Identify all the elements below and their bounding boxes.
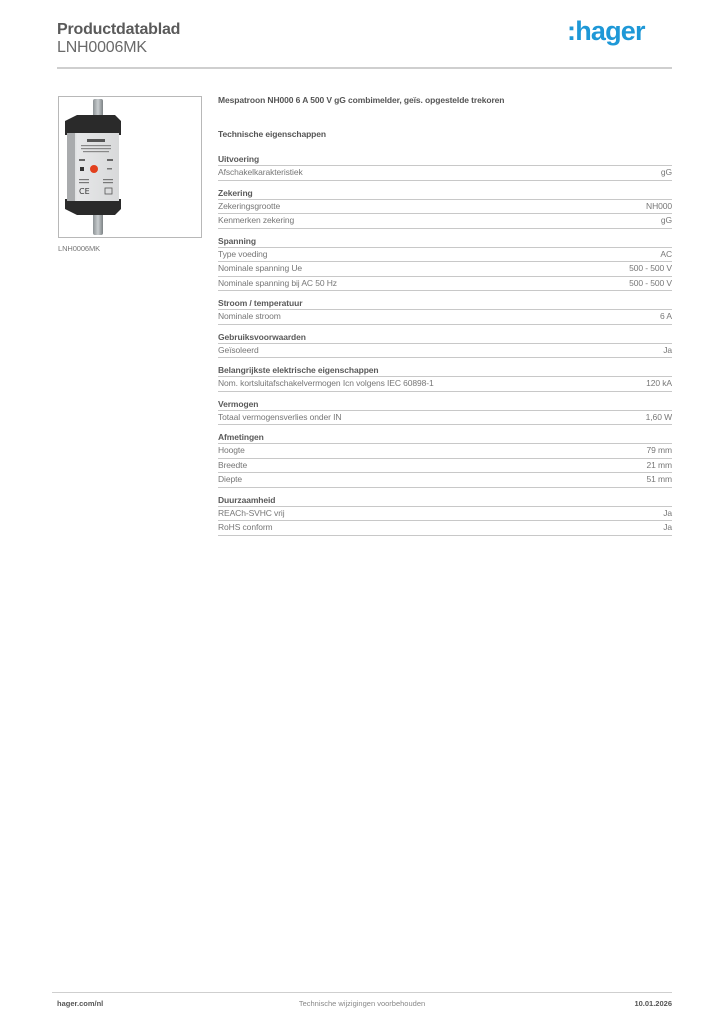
hager-logo: :hager [567, 16, 645, 46]
footer-website: hager.com/nl [57, 999, 104, 1008]
spec-value: 1,60 W [645, 411, 672, 422]
section-uitvoering [218, 153, 672, 181]
section-title: Duurzaamheid [218, 494, 672, 507]
section-elektrische-eigenschappen [218, 364, 672, 392]
page-title: Productdatablad [57, 21, 181, 38]
spec-row [218, 377, 672, 392]
section-duurzaamheid [218, 494, 672, 536]
spec-row [218, 262, 672, 277]
section-vermogen [218, 398, 672, 426]
product-image [58, 96, 202, 238]
section-title: Vermogen [218, 398, 672, 411]
header-divider [57, 67, 672, 69]
spec-row [218, 200, 672, 215]
spec-row [218, 277, 672, 292]
spec-label: RoHS conform [218, 522, 273, 532]
spec-label: Kenmerken zekering [218, 215, 295, 225]
footer-date: 10.01.2026 [634, 999, 672, 1008]
spec-value: AC [660, 248, 672, 259]
spec-row [218, 411, 672, 426]
tech-properties-heading: Technische eigenschappen [218, 129, 326, 139]
spec-value: NH000 [646, 200, 672, 211]
spec-row [218, 248, 672, 263]
section-gebruiksvoorwaarden [218, 331, 672, 359]
spec-label: Afschakelkarakteristiek [218, 167, 303, 177]
spec-value: 6 A [660, 311, 672, 321]
section-title: Belangrijkste elektrische eigenschappen [218, 364, 672, 377]
spec-value: gG [660, 167, 672, 177]
spec-label: Nominale spanning Ue [218, 263, 302, 273]
section-afmetingen [218, 431, 672, 488]
spec-label: Hoogte [218, 445, 245, 455]
fuse-cartridge-icon [59, 97, 201, 237]
spec-row [218, 310, 672, 325]
footer-divider [52, 992, 672, 993]
spec-label: REACh-SVHC vrij [218, 507, 285, 518]
section-title: Uitvoering [218, 153, 672, 166]
spec-row [218, 521, 672, 536]
spec-label: Type voeding [218, 248, 268, 259]
spec-value: gG [660, 215, 672, 225]
spec-value: 120 kA [646, 378, 672, 388]
spec-value: 500 - 500 V [629, 277, 672, 288]
spec-row [218, 166, 672, 181]
spec-content [218, 95, 672, 536]
section-title: Zekering [218, 187, 672, 200]
spec-label: Breedte [218, 459, 248, 470]
spec-value: 500 - 500 V [629, 263, 672, 273]
spec-label: Diepte [218, 474, 242, 484]
spec-value: 79 mm [646, 445, 672, 455]
spec-value: 21 mm [646, 459, 672, 470]
spec-label: Totaal vermogensverlies onder IN [218, 411, 342, 422]
spec-label: Nominale stroom [218, 311, 281, 321]
spec-row [218, 459, 672, 474]
spec-label: Zekeringsgrootte [218, 200, 281, 211]
section-title: Gebruiksvoorwaarden [218, 331, 672, 344]
spec-row [218, 507, 672, 522]
spec-value: Ja [663, 344, 672, 355]
section-title: Stroom / temperatuur [218, 297, 672, 310]
spec-label: Geïsoleerd [218, 344, 259, 355]
section-zekering [218, 187, 672, 229]
spec-row [218, 444, 672, 459]
section-title: Afmetingen [218, 431, 672, 444]
spec-label: Nominale spanning bij AC 50 Hz [218, 277, 337, 288]
section-title: Spanning [218, 235, 672, 248]
footer-disclaimer: Technische wijzigingen voorbehouden [298, 999, 426, 1008]
spec-value: 51 mm [646, 474, 672, 484]
section-spanning [218, 235, 672, 292]
section-stroom-temperatuur [218, 297, 672, 325]
spec-row [218, 344, 672, 359]
spec-row [218, 473, 672, 488]
product-description: Mespatroon NH000 6 A 500 V gG combimelder, geïs. opgestelde trekoren [218, 95, 505, 105]
svg-text:CE: CE [79, 187, 90, 196]
spec-label: Nom. kortsluitafschakelvermogen Icn volgens IEC 60898-1 [218, 378, 434, 388]
spec-value: Ja [663, 507, 672, 518]
image-caption: LNH0006MK [58, 244, 101, 253]
product-code: LNH0006MK [57, 39, 147, 56]
spec-value: Ja [663, 522, 672, 532]
spec-row [218, 214, 672, 229]
